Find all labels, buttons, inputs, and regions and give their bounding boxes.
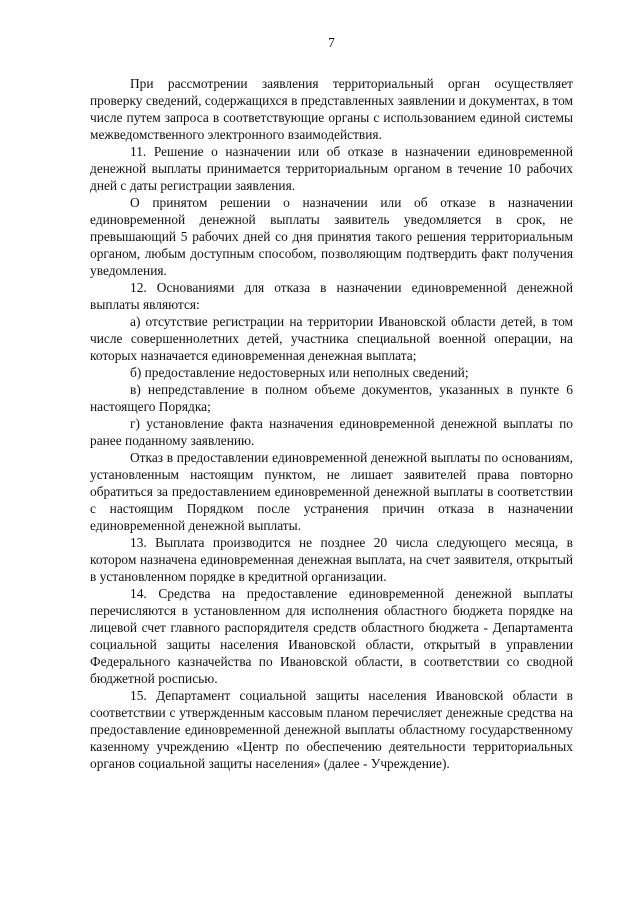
refusal-ground-a: а) отсутствие регистрации на территории Ивановской области детей, в том числе совершеннолетних детей, участника специальной военной операции, на которых назначается единовременная денежная выплата; — [90, 314, 573, 363]
paragraph-14-funds: 14. Средства на предоставление единовременной денежной выплаты перечисляются в установленном для исполнения областного бюджета порядке на лицевой счет главного распорядителя средств областного бюджета - Департамента социальной защиты населения Ивановской области, открытый в управлении Федерального казначейства по Ивановской области, в соответствии со сводной бюджетной росписью. — [90, 586, 573, 686]
paragraph-13-payment: 13. Выплата производится не позднее 20 числа следующего месяца, в котором назначена единовременная денежная выплата, на счет заявителя, открытый в установленном порядке в кредитной организации. — [90, 535, 573, 584]
paragraph-11-decision: 11. Решение о назначении или об отказе в назначении единовременной денежной выплаты принимается территориальным органом в течение 10 рабочих дней с даты регистрации заявления. — [90, 144, 573, 193]
paragraph-review: При рассмотрении заявления территориальный орган осуществляет проверку сведений, содержащихся в представленных заявлении и документах, в том числе путем запроса в соответствующие органы с использованием единой системы межведомственного электронного взаимодействия. — [90, 76, 573, 142]
paragraph-reapply: Отказ в предоставлении единовременной денежной выплаты по основаниям, установленным настоящим пунктом, не лишает заявителей права повторно обратиться за предоставлением единовременной денежной выплаты в соответствии с настоящим Порядком после устранения причин отказа в назначении единовременной денежной выплаты. — [90, 450, 573, 533]
refusal-ground-v: в) непредставление в полном объеме документов, указанных в пункте 6 настоящего Порядка; — [90, 382, 573, 414]
refusal-ground-g: г) установление факта назначения единовременной денежной выплаты по ранее поданному заявлению. — [90, 416, 573, 448]
page-number: 7 — [328, 35, 335, 50]
paragraph-12-refusal-grounds: 12. Основаниями для отказа в назначении единовременной денежной выплаты являются: — [90, 280, 573, 312]
paragraph-notification: О принятом решении о назначении или об отказе в назначении единовременной денежной выплаты заявитель уведомляется в срок, не превышающий 5 рабочих дней со дня принятия такого решения территориальным органом, любым доступным способом, позволяющим подтвердить факт получения уведомления. — [90, 195, 573, 278]
paragraph-15-department: 15. Департамент социальной защиты населения Ивановской области в соответствии с утвержденным кассовым планом перечисляет денежные средства на предоставление единовременной денежной выплаты областному государственному казенному учреждению «Центр по обеспечению деятельности территориальных органов социальной защиты населения» (далее - Учреждение). — [90, 688, 573, 771]
refusal-ground-b: б) предоставление недостоверных или неполных сведений; — [130, 365, 469, 380]
